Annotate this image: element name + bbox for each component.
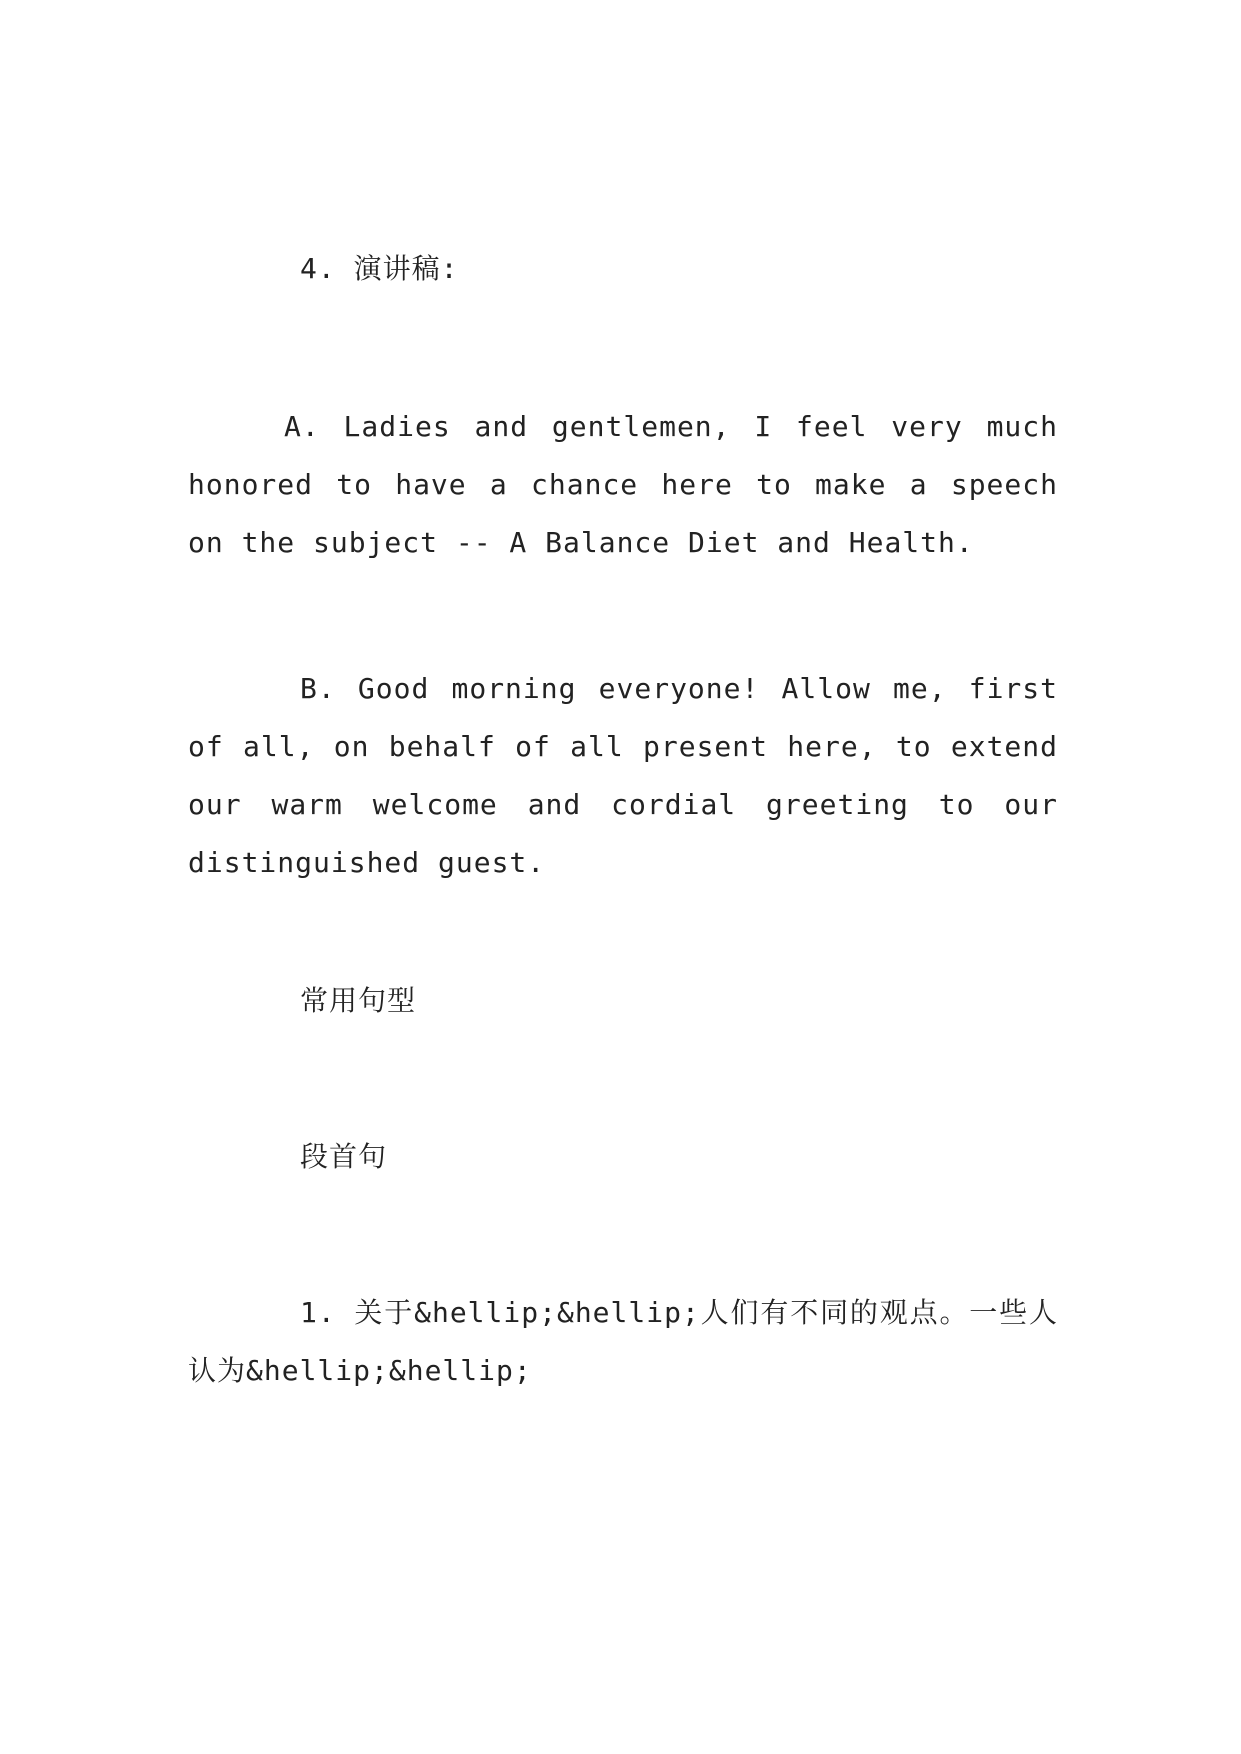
list-item-1: 1. 关于&hellip;&hellip;人们有不同的观点。一些人认为&hellip;&hellip; [188,1296,1058,1387]
section-heading: 4. 演讲稿: [300,252,459,285]
paragraph-b: B. Good morning everyone! Allow me, first of all, on behalf of all present here, to extend our warm welcome and cordial greeting to our distinguished guest. [188,672,1058,879]
subheading-opening-sentence: 段首句 [300,1140,388,1173]
subheading-common-patterns: 常用句型 [300,984,417,1017]
paragraph-a: A. Ladies and gentlemen, I feel very much honored to have a chance here to make a speech on the subject -- A Balance Diet and Health. [188,410,1058,559]
